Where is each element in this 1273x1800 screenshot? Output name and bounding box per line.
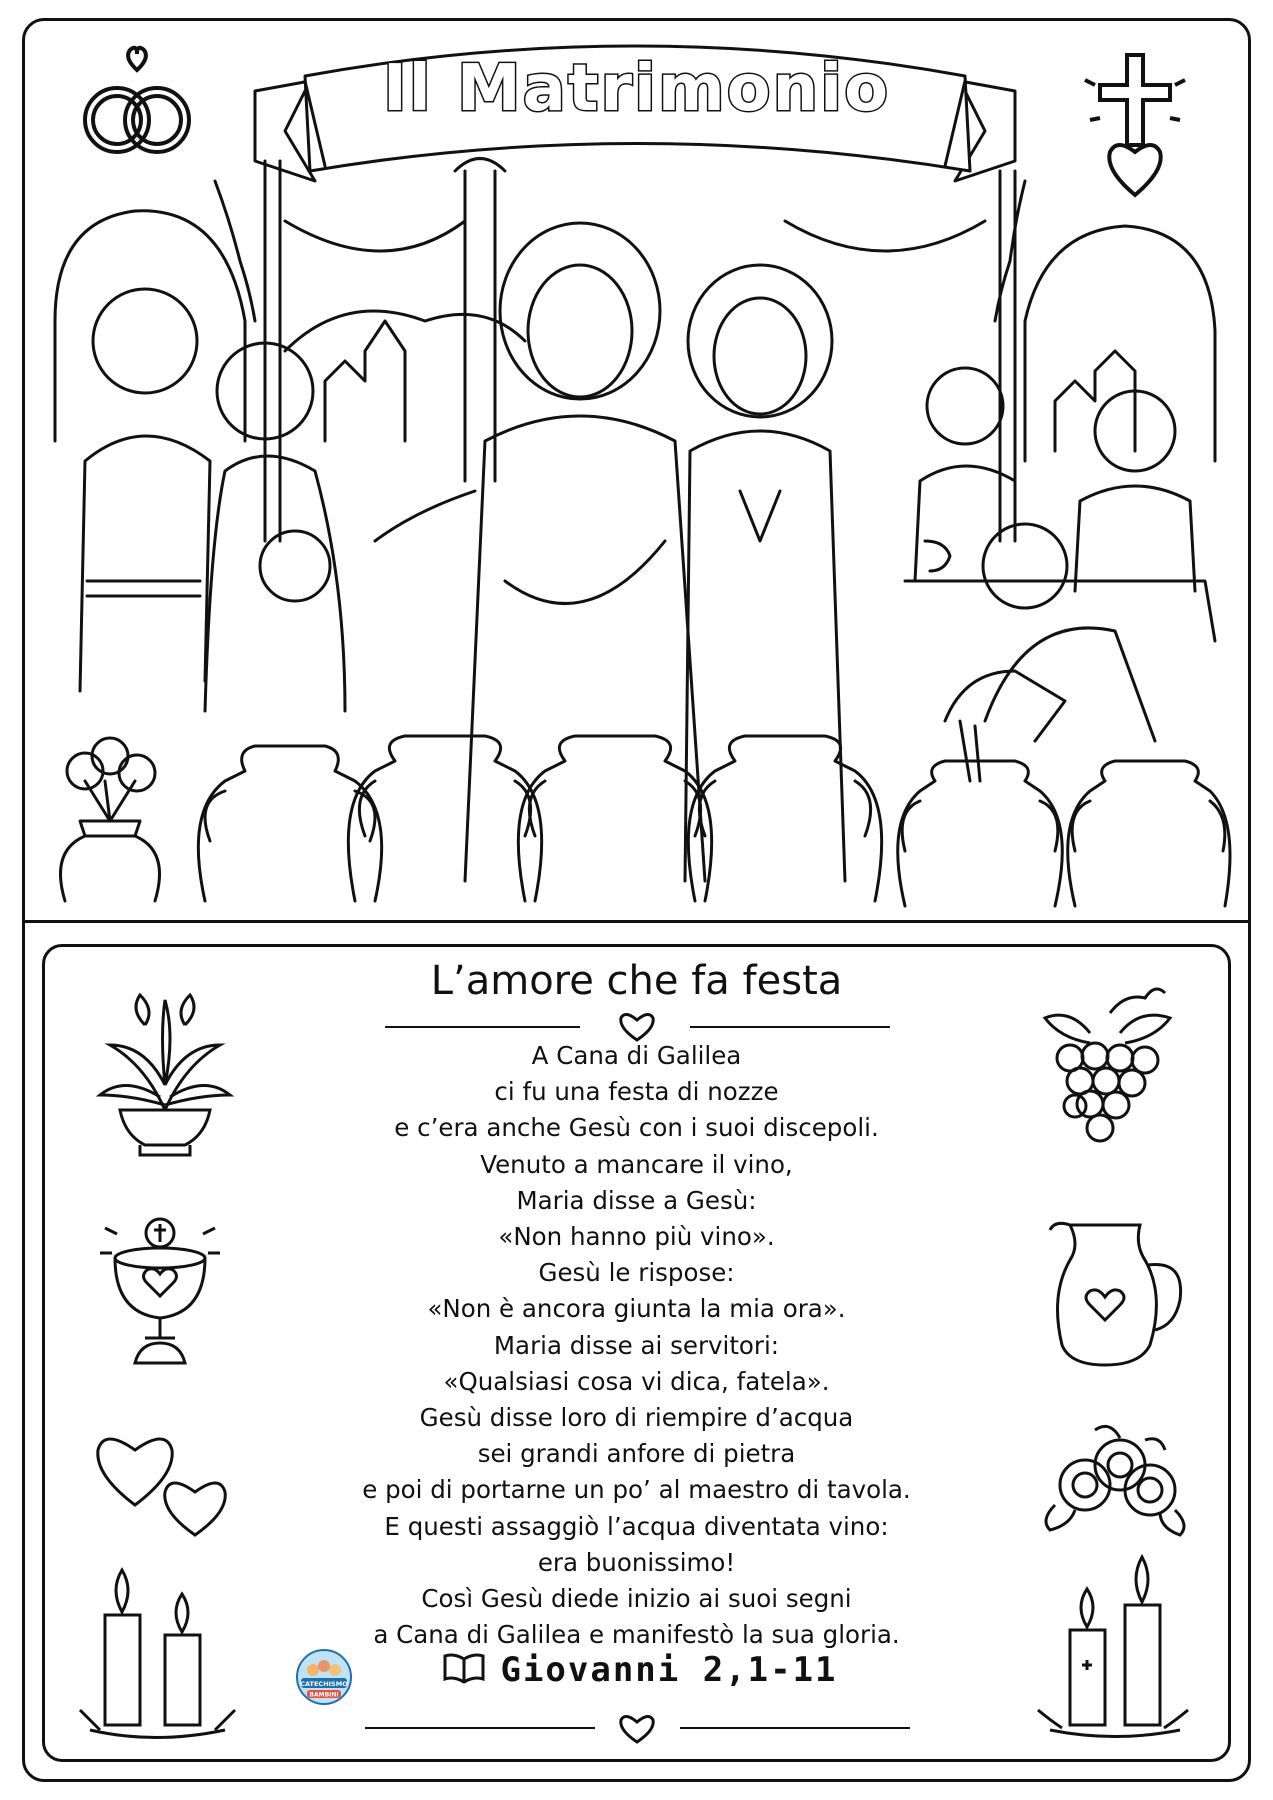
story-line: «Qualsiasi cosa vi dica, fatela». <box>443 1366 830 1396</box>
story-line: era buonissimo! <box>537 1547 736 1577</box>
story-line: ci fu una festa di nozze <box>494 1077 779 1107</box>
story-line: Gesù le rispose: <box>538 1258 735 1288</box>
grapes-icon <box>1030 978 1190 1158</box>
heart-divider-icon <box>615 1710 659 1746</box>
story-line: «Non hanno più vino». <box>498 1222 775 1252</box>
candles-icon <box>1030 1545 1195 1745</box>
chalice-icon <box>85 1198 235 1378</box>
bottom-rule-right <box>680 1727 910 1729</box>
story-line: E questi assaggiò l’acqua diventata vino: <box>384 1511 889 1541</box>
two-hearts-icon <box>90 1420 235 1545</box>
scripture-reference <box>420 1646 860 1694</box>
story-line: «Non è ancora giunta la mia ora». <box>427 1294 846 1324</box>
panel-title: L’amore che fa festa <box>430 958 843 1004</box>
reference-text: Giovanni 2,1-11 <box>500 1650 838 1690</box>
story-line: A Cana di Galilea <box>531 1041 742 1070</box>
mary-figure <box>685 265 845 881</box>
catechismo-bambini-logo <box>295 1648 353 1706</box>
potted-plant-icon <box>85 985 245 1160</box>
story-text <box>260 1038 1013 1653</box>
story-line: Così Gesù diede inizio ai suoi segni <box>421 1584 852 1614</box>
story-line: e poi di portarne un po’ al maestro di tavola. <box>362 1475 911 1505</box>
story-line: Maria disse a Gesù: <box>516 1185 757 1215</box>
story-line: sei grandi anfore di pietra <box>477 1439 796 1469</box>
section-divider <box>22 920 1251 923</box>
bottom-rule-left <box>365 1727 595 1729</box>
open-book-icon <box>442 1651 486 1689</box>
story-line: a Cana di Galilea e manifestò la sua gloria. <box>373 1620 900 1650</box>
story-line: Maria disse ai servitori: <box>493 1330 780 1360</box>
logo-text-bottom: BAMBINI <box>309 1691 339 1699</box>
flower-vase <box>61 738 160 901</box>
roses-icon <box>1035 1410 1195 1540</box>
jug-icon <box>1040 1205 1190 1375</box>
title-rule-right <box>690 1026 890 1028</box>
stone-jars <box>198 671 1230 906</box>
groom-figure <box>80 289 210 691</box>
logo-text-top: CATECHISMO <box>300 1680 348 1688</box>
story-line: Gesù disse loro di riempire d’acqua <box>419 1403 854 1433</box>
title-rule-left <box>385 1026 580 1028</box>
story-line: e c’era anche Gesù con i suoi discepoli. <box>394 1113 879 1143</box>
banner-title: Il Matrimonio <box>382 52 891 126</box>
candles-icon <box>75 1560 240 1745</box>
story-line: Venuto a mancare il vino, <box>480 1149 793 1179</box>
